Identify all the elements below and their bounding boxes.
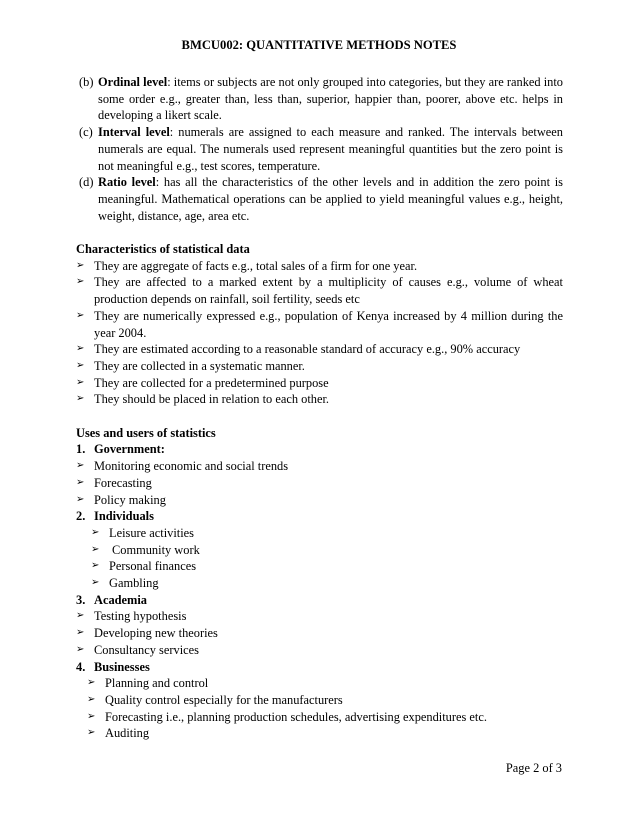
- characteristic-item: ➢ They are aggregate of facts e.g., total sales of a firm for one year.: [76, 258, 418, 273]
- characteristic-item: ➢ They are collected for a predetermined purpose: [76, 375, 329, 390]
- group-heading-government: [76, 441, 563, 458]
- characteristic-item: ➢ They should be placed in relation to each other.: [76, 392, 329, 407]
- arrowhead-bullet-icon: ➢: [76, 309, 85, 321]
- group-heading-businesses: [76, 659, 563, 676]
- arrowhead-bullet-icon: ➢: [87, 693, 96, 705]
- group-title: Government:: [94, 442, 165, 457]
- arrowhead-bullet-icon: ➢: [76, 376, 85, 388]
- use-item: ➢ Leisure activities: [91, 525, 194, 540]
- use-item: ➢ Testing hypothesis: [76, 609, 187, 624]
- arrowhead-bullet-icon: ➢: [76, 476, 85, 488]
- arrowhead-bullet-icon: ➢: [76, 493, 85, 505]
- group-title: Businesses: [94, 659, 150, 674]
- use-item: ➢ Quality control especially for the manufacturers: [87, 692, 343, 707]
- arrowhead-bullet-icon: ➢: [76, 610, 85, 622]
- arrowhead-bullet-icon: ➢: [76, 276, 85, 288]
- group-heading-individuals: [76, 508, 563, 525]
- use-item: ➢ Auditing: [87, 726, 150, 741]
- level-ratio: [76, 174, 563, 224]
- group-title: Individuals: [94, 509, 154, 524]
- use-item: ➢ Community work: [91, 542, 200, 557]
- group-number: 1.: [76, 442, 86, 457]
- group-number: 2.: [76, 509, 86, 524]
- arrowhead-bullet-icon: ➢: [76, 259, 85, 271]
- use-item: ➢ Planning and control: [87, 676, 209, 691]
- use-item: ➢ Forecasting i.e., planning production schedules, advertising expenditures etc.: [87, 709, 487, 724]
- arrowhead-bullet-icon: ➢: [76, 359, 85, 371]
- group-number: 3.: [76, 592, 86, 607]
- characteristic-item: ➢ They are affected to a marked extent by a multiplicity of causes e.g., volume of wheat production depends on rainfall, soil fertility, seeds etc: [76, 275, 563, 307]
- level-marker: (d): [79, 175, 94, 190]
- uses-heading: Uses and users of statistics: [76, 425, 216, 440]
- use-item: ➢ Monitoring economic and social trends: [76, 459, 289, 474]
- spacer: [76, 408, 563, 425]
- arrowhead-bullet-icon: ➢: [87, 727, 96, 739]
- level-marker: (b): [79, 75, 94, 89]
- page-content: [76, 74, 563, 742]
- arrowhead-bullet-icon: ➢: [76, 643, 85, 655]
- level-interval: [76, 124, 563, 174]
- characteristics-heading: Characteristics of statistical data: [76, 242, 250, 257]
- characteristic-item: ➢ They are estimated according to a reasonable standard of accuracy e.g., 90% accuracy: [76, 342, 521, 357]
- use-item: ➢ Forecasting: [76, 475, 152, 490]
- page-header: BMCU002: QUANTITATIVE METHODS NOTES: [181, 38, 457, 52]
- level-term: Ratio level: [98, 175, 156, 190]
- level-description: : has all the characteristics of the other levels and in addition the zero point is meaningful. Mathematical operations can be applied to yield meaningful values e.g., height, weight, distance, age, area etc.: [98, 175, 563, 223]
- level-description: : items or subjects are not only grouped into categories, but they are ranked into some order e.g., greater than, less than, superior, happier than, poorer, above etc. helps in developing a likert scale.: [98, 75, 563, 123]
- arrowhead-bullet-icon: ➢: [87, 710, 96, 722]
- arrowhead-bullet-icon: ➢: [76, 393, 85, 405]
- level-term: Ordinal level: [98, 75, 168, 89]
- level-ordinal: [76, 74, 563, 124]
- arrowhead-bullet-icon: ➢: [87, 677, 96, 689]
- page-number: Page 2 of 3: [505, 761, 562, 775]
- characteristic-item: ➢ They are collected in a systematic manner.: [76, 358, 305, 373]
- use-item: ➢ Developing new theories: [76, 626, 218, 641]
- use-item: ➢ Gambling: [91, 576, 159, 591]
- arrowhead-bullet-icon: ➢: [91, 560, 100, 572]
- use-item: ➢ Policy making: [76, 492, 166, 507]
- arrowhead-bullet-icon: ➢: [76, 343, 85, 355]
- use-item: ➢ Consultancy services: [76, 642, 199, 657]
- group-heading-academia: [76, 592, 563, 609]
- level-term: Interval level: [98, 125, 170, 140]
- level-marker: (c): [79, 125, 93, 140]
- level-description: : numerals are assigned to each measure and ranked. The intervals between numerals are equal. The numerals used represent meaningful quantities but the zero point is not meaningful e.g., test scores, temperature.: [98, 125, 563, 173]
- group-number: 4.: [76, 659, 86, 674]
- characteristic-item: ➢ They are numerically expressed e.g., population of Kenya increased by 4 million during the year 2004.: [76, 308, 563, 340]
- use-item: ➢ Personal finances: [91, 559, 197, 574]
- arrowhead-bullet-icon: ➢: [76, 460, 85, 472]
- arrowhead-bullet-icon: ➢: [91, 543, 100, 555]
- arrowhead-bullet-icon: ➢: [76, 627, 85, 639]
- spacer: [76, 224, 563, 241]
- arrowhead-bullet-icon: ➢: [91, 526, 100, 538]
- arrowhead-bullet-icon: ➢: [91, 577, 100, 589]
- group-title: Academia: [94, 592, 147, 607]
